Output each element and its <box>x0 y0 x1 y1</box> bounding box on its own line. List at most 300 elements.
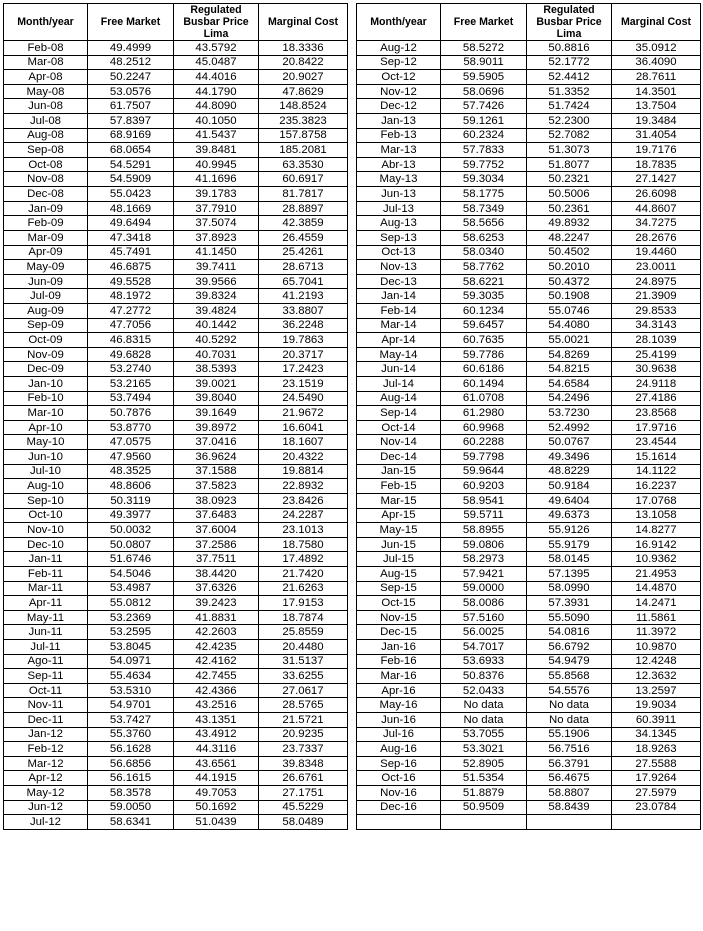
cell-free-market: 47.9560 <box>88 450 174 465</box>
cell-marginal-cost: 19.8814 <box>259 464 348 479</box>
cell-regulated-busbar-price: 37.1588 <box>174 464 259 479</box>
cell-marginal-cost: 24.9118 <box>612 377 701 392</box>
table-row <box>4 713 348 728</box>
cell-month-year: Feb-15 <box>357 479 441 494</box>
cell-free-market: 54.0971 <box>88 654 174 669</box>
cell-marginal-cost: 14.8277 <box>612 523 701 538</box>
cell-month-year: Jan-10 <box>4 377 88 392</box>
table-row <box>357 435 701 450</box>
cell-regulated-busbar-price: 37.5074 <box>174 216 259 231</box>
cell-regulated-busbar-price: 51.8077 <box>527 157 612 172</box>
cell-free-market: 58.5656 <box>441 216 527 231</box>
cell-free-market: 60.7635 <box>441 333 527 348</box>
cell-month-year: Oct-16 <box>357 771 441 786</box>
cell-month-year: May-12 <box>4 786 88 801</box>
cell-regulated-busbar-price: 42.7455 <box>174 669 259 684</box>
cell-free-market: 50.0032 <box>88 523 174 538</box>
cell-free-market: 68.0654 <box>88 143 174 158</box>
cell-month-year: Jun-13 <box>357 187 441 202</box>
table-row <box>4 771 348 786</box>
table-row <box>357 172 701 187</box>
cell-regulated-busbar-price: 56.7516 <box>527 742 612 757</box>
cell-free-market: 53.0576 <box>88 84 174 99</box>
cell-month-year: Aug-09 <box>4 303 88 318</box>
table-row <box>357 333 701 348</box>
cell-marginal-cost: 23.1519 <box>259 377 348 392</box>
cell-month-year: Nov-10 <box>4 523 88 538</box>
cell-free-market: 48.1972 <box>88 289 174 304</box>
cell-marginal-cost: 13.1058 <box>612 508 701 523</box>
cell-marginal-cost: 25.8559 <box>259 625 348 640</box>
cell-regulated-busbar-price: 39.8040 <box>174 391 259 406</box>
cell-free-market: 60.9968 <box>441 420 527 435</box>
cell-marginal-cost: 23.7337 <box>259 742 348 757</box>
table-row <box>4 698 348 713</box>
table-row <box>357 523 701 538</box>
cell-free-market: 53.8045 <box>88 639 174 654</box>
cell-free-market: 53.2165 <box>88 377 174 392</box>
cell-regulated-busbar-price: 49.7053 <box>174 786 259 801</box>
cell-regulated-busbar-price: 44.1790 <box>174 84 259 99</box>
table-row <box>357 713 701 728</box>
header-month-year: Month/year <box>4 4 88 41</box>
table-row <box>357 698 701 713</box>
cell-regulated-busbar-price: 38.4420 <box>174 566 259 581</box>
table-row <box>357 143 701 158</box>
cell-regulated-busbar-price: 45.0487 <box>174 55 259 70</box>
table-row <box>357 479 701 494</box>
cell-free-market: 57.7426 <box>441 99 527 114</box>
cell-regulated-busbar-price: 54.6584 <box>527 377 612 392</box>
cell-free-market: 55.3760 <box>88 727 174 742</box>
cell-regulated-busbar-price: 39.1783 <box>174 187 259 202</box>
cell-regulated-busbar-price: 37.6004 <box>174 523 259 538</box>
table-row <box>4 420 348 435</box>
cell-regulated-busbar-price <box>527 815 612 830</box>
cell-marginal-cost: 36.4090 <box>612 55 701 70</box>
cell-free-market: 55.4634 <box>88 669 174 684</box>
table-row <box>357 493 701 508</box>
cell-marginal-cost: 23.0011 <box>612 260 701 275</box>
cell-regulated-busbar-price: 54.5576 <box>527 683 612 698</box>
cell-marginal-cost: 19.4460 <box>612 245 701 260</box>
cell-free-market: 54.5909 <box>88 172 174 187</box>
cell-regulated-busbar-price: 40.1442 <box>174 318 259 333</box>
cell-free-market: 57.5160 <box>441 610 527 625</box>
cell-month-year: Apr-09 <box>4 245 88 260</box>
cell-regulated-busbar-price: 43.4912 <box>174 727 259 742</box>
cell-marginal-cost: 17.9153 <box>259 596 348 611</box>
cell-free-market: 50.9509 <box>441 800 527 815</box>
cell-marginal-cost: 27.4186 <box>612 391 701 406</box>
cell-marginal-cost: 21.3909 <box>612 289 701 304</box>
cell-free-market: 58.5272 <box>441 41 527 56</box>
table-row <box>4 566 348 581</box>
table-row <box>357 552 701 567</box>
cell-marginal-cost: 15.1614 <box>612 450 701 465</box>
cell-month-year: May-13 <box>357 172 441 187</box>
cell-regulated-busbar-price: 54.2496 <box>527 391 612 406</box>
cell-regulated-busbar-price: 55.1906 <box>527 727 612 742</box>
cell-marginal-cost: 185.2081 <box>259 143 348 158</box>
cell-month-year: Feb-16 <box>357 654 441 669</box>
cell-regulated-busbar-price: 53.7230 <box>527 406 612 421</box>
cell-regulated-busbar-price: 49.8932 <box>527 216 612 231</box>
cell-regulated-busbar-price: 43.2516 <box>174 698 259 713</box>
table-row <box>357 128 701 143</box>
cell-marginal-cost: 42.3859 <box>259 216 348 231</box>
cell-marginal-cost: 25.4199 <box>612 347 701 362</box>
cell-marginal-cost: 16.2237 <box>612 479 701 494</box>
cell-month-year: Jun-12 <box>4 800 88 815</box>
cell-month-year: Aug-10 <box>4 479 88 494</box>
cell-free-market: 51.8879 <box>441 786 527 801</box>
header-month-year: Month/year <box>357 4 441 41</box>
cell-regulated-busbar-price: 54.8215 <box>527 362 612 377</box>
cell-free-market: 47.3418 <box>88 230 174 245</box>
cell-month-year: Feb-13 <box>357 128 441 143</box>
cell-regulated-busbar-price: 57.3931 <box>527 596 612 611</box>
cell-month-year: Feb-11 <box>4 566 88 581</box>
table-row <box>4 479 348 494</box>
cell-free-market: 48.8606 <box>88 479 174 494</box>
cell-month-year: Jul-12 <box>4 815 88 830</box>
cell-month-year: Apr-10 <box>4 420 88 435</box>
table-row <box>357 771 701 786</box>
cell-marginal-cost: 26.6098 <box>612 187 701 202</box>
table-row <box>357 303 701 318</box>
table-row <box>357 639 701 654</box>
header-row <box>357 4 701 41</box>
cell-free-market: 53.7055 <box>441 727 527 742</box>
cell-regulated-busbar-price: 37.2586 <box>174 537 259 552</box>
cell-month-year: Jan-11 <box>4 552 88 567</box>
cell-marginal-cost: 30.9638 <box>612 362 701 377</box>
header-free-market: Free Market <box>441 4 527 41</box>
cell-marginal-cost: 20.9235 <box>259 727 348 742</box>
cell-month-year: Feb-14 <box>357 303 441 318</box>
cell-month-year: Nov-16 <box>357 786 441 801</box>
cell-regulated-busbar-price: 48.2247 <box>527 230 612 245</box>
cell-free-market: 58.8955 <box>441 523 527 538</box>
cell-free-market: 58.2973 <box>441 552 527 567</box>
cell-marginal-cost: 21.9672 <box>259 406 348 421</box>
cell-free-market: 49.5528 <box>88 274 174 289</box>
cell-month-year: Jun-10 <box>4 450 88 465</box>
cell-marginal-cost: 60.3911 <box>612 713 701 728</box>
cell-marginal-cost: 28.8897 <box>259 201 348 216</box>
cell-free-market: 49.6494 <box>88 216 174 231</box>
table-row <box>357 216 701 231</box>
table-row <box>357 318 701 333</box>
cell-free-market: 56.0025 <box>441 625 527 640</box>
cell-free-market: 59.1261 <box>441 114 527 129</box>
cell-marginal-cost: 17.9264 <box>612 771 701 786</box>
table-row <box>4 347 348 362</box>
cell-marginal-cost: 19.3484 <box>612 114 701 129</box>
cell-month-year: Nov-09 <box>4 347 88 362</box>
cell-marginal-cost: 24.5490 <box>259 391 348 406</box>
cell-free-market: 58.9541 <box>441 493 527 508</box>
table-row <box>357 464 701 479</box>
cell-marginal-cost: 20.4480 <box>259 639 348 654</box>
cell-free-market: 47.7056 <box>88 318 174 333</box>
cell-month-year: Oct-08 <box>4 157 88 172</box>
cell-month-year: Dec-09 <box>4 362 88 377</box>
cell-free-market: 59.7798 <box>441 450 527 465</box>
table-row <box>357 669 701 684</box>
table-row <box>357 99 701 114</box>
table-row <box>4 800 348 815</box>
cell-month-year: Mar-08 <box>4 55 88 70</box>
table-row <box>4 610 348 625</box>
cell-marginal-cost: 18.7874 <box>259 610 348 625</box>
table-row <box>4 157 348 172</box>
cell-regulated-busbar-price: 51.3352 <box>527 84 612 99</box>
cell-marginal-cost: 23.1013 <box>259 523 348 538</box>
table-row <box>4 464 348 479</box>
cell-marginal-cost: 23.4544 <box>612 435 701 450</box>
cell-marginal-cost: 27.5588 <box>612 756 701 771</box>
table-row <box>357 683 701 698</box>
cell-month-year: Oct-12 <box>357 70 441 85</box>
table-row <box>357 377 701 392</box>
cell-month-year: Aug-14 <box>357 391 441 406</box>
cell-regulated-busbar-price: No data <box>527 713 612 728</box>
cell-marginal-cost: 36.2248 <box>259 318 348 333</box>
cell-marginal-cost: 12.4248 <box>612 654 701 669</box>
cell-free-market: 53.2740 <box>88 362 174 377</box>
header-marginal-cost: Marginal Cost <box>612 4 701 41</box>
cell-month-year: May-16 <box>357 698 441 713</box>
cell-regulated-busbar-price: 39.8972 <box>174 420 259 435</box>
table-row <box>357 581 701 596</box>
table-row <box>357 289 701 304</box>
table-row <box>4 639 348 654</box>
table-row <box>357 508 701 523</box>
cell-free-market: 55.0423 <box>88 187 174 202</box>
table-row <box>357 742 701 757</box>
cell-month-year: Jan-12 <box>4 727 88 742</box>
table-row <box>4 172 348 187</box>
cell-marginal-cost: 17.4892 <box>259 552 348 567</box>
table-row <box>357 70 701 85</box>
cell-marginal-cost: 31.5137 <box>259 654 348 669</box>
cell-month-year: Aug-15 <box>357 566 441 581</box>
cell-regulated-busbar-price: 41.5437 <box>174 128 259 143</box>
table-row <box>4 201 348 216</box>
cell-free-market: 59.9644 <box>441 464 527 479</box>
cell-regulated-busbar-price: 42.4162 <box>174 654 259 669</box>
table-row <box>4 742 348 757</box>
cell-marginal-cost: 65.7041 <box>259 274 348 289</box>
cell-marginal-cost: 34.7275 <box>612 216 701 231</box>
cell-regulated-busbar-price: 37.8923 <box>174 230 259 245</box>
cell-marginal-cost <box>612 815 701 830</box>
cell-month-year: Dec-12 <box>357 99 441 114</box>
cell-free-market: 55.0812 <box>88 596 174 611</box>
cell-regulated-busbar-price: 55.8568 <box>527 669 612 684</box>
table-row <box>4 508 348 523</box>
cell-marginal-cost: 17.0768 <box>612 493 701 508</box>
cell-marginal-cost: 60.6917 <box>259 172 348 187</box>
cell-free-market: 54.5291 <box>88 157 174 172</box>
table-row <box>357 537 701 552</box>
cell-month-year: Dec-10 <box>4 537 88 552</box>
cell-regulated-busbar-price: 39.2423 <box>174 596 259 611</box>
cell-free-market: 61.7507 <box>88 99 174 114</box>
cell-month-year: Sep-12 <box>357 55 441 70</box>
cell-regulated-busbar-price: 38.0923 <box>174 493 259 508</box>
cell-month-year: Feb-12 <box>4 742 88 757</box>
cell-marginal-cost: 10.9870 <box>612 639 701 654</box>
cell-free-market: 46.6875 <box>88 260 174 275</box>
cell-month-year: Jul-10 <box>4 464 88 479</box>
cell-regulated-busbar-price: 50.2361 <box>527 201 612 216</box>
header-regulated-busbar-price: Regulated Busbar Price Lima <box>174 4 259 41</box>
cell-regulated-busbar-price: 55.5090 <box>527 610 612 625</box>
table-row <box>4 435 348 450</box>
cell-marginal-cost: 18.7580 <box>259 537 348 552</box>
cell-regulated-busbar-price: 41.1450 <box>174 245 259 260</box>
cell-marginal-cost: 26.4559 <box>259 230 348 245</box>
cell-month-year: Oct-10 <box>4 508 88 523</box>
cell-regulated-busbar-price: 43.6561 <box>174 756 259 771</box>
cell-free-market: 49.6828 <box>88 347 174 362</box>
cell-regulated-busbar-price: 44.3116 <box>174 742 259 757</box>
table-row <box>357 756 701 771</box>
cell-month-year: Mar-09 <box>4 230 88 245</box>
cell-marginal-cost: 23.8568 <box>612 406 701 421</box>
cell-regulated-busbar-price: 58.8807 <box>527 786 612 801</box>
table-row <box>357 274 701 289</box>
table-row <box>357 625 701 640</box>
cell-month-year: Apr-15 <box>357 508 441 523</box>
cell-marginal-cost: 19.7176 <box>612 143 701 158</box>
cell-free-market: 50.2247 <box>88 70 174 85</box>
table-row <box>357 187 701 202</box>
cell-marginal-cost: 21.6263 <box>259 581 348 596</box>
cell-marginal-cost: 63.3530 <box>259 157 348 172</box>
cell-free-market: 58.6221 <box>441 274 527 289</box>
table-row <box>357 362 701 377</box>
table-row <box>357 230 701 245</box>
cell-marginal-cost: 20.3717 <box>259 347 348 362</box>
cell-regulated-busbar-price: 58.0145 <box>527 552 612 567</box>
cell-free-market: 53.8770 <box>88 420 174 435</box>
cell-month-year: Nov-11 <box>4 698 88 713</box>
table-row <box>357 347 701 362</box>
cell-month-year: Jan-16 <box>357 639 441 654</box>
cell-regulated-busbar-price: 49.3496 <box>527 450 612 465</box>
cell-free-market: 60.1234 <box>441 303 527 318</box>
cell-marginal-cost: 47.8629 <box>259 84 348 99</box>
cell-regulated-busbar-price: 55.0021 <box>527 333 612 348</box>
table-row <box>357 786 701 801</box>
cell-free-market: 50.8376 <box>441 669 527 684</box>
cell-marginal-cost: 13.7504 <box>612 99 701 114</box>
cell-regulated-busbar-price: 49.6404 <box>527 493 612 508</box>
table-row <box>4 493 348 508</box>
table-row <box>357 41 701 56</box>
cell-free-market: 58.7349 <box>441 201 527 216</box>
cell-month-year: Mar-13 <box>357 143 441 158</box>
table-row <box>4 523 348 538</box>
cell-free-market: 54.9701 <box>88 698 174 713</box>
table-row <box>357 596 701 611</box>
table-row <box>4 41 348 56</box>
table-row <box>4 596 348 611</box>
cell-regulated-busbar-price: 50.2010 <box>527 260 612 275</box>
header-marginal-cost: Marginal Cost <box>259 4 348 41</box>
cell-free-market: 53.4987 <box>88 581 174 596</box>
cell-marginal-cost: 44.8607 <box>612 201 701 216</box>
cell-regulated-busbar-price: 50.2321 <box>527 172 612 187</box>
cell-month-year: May-10 <box>4 435 88 450</box>
cell-free-market: 45.7491 <box>88 245 174 260</box>
cell-marginal-cost: 23.8426 <box>259 493 348 508</box>
cell-free-market <box>441 815 527 830</box>
table-row <box>4 289 348 304</box>
cell-regulated-busbar-price: 56.4675 <box>527 771 612 786</box>
table-row <box>4 683 348 698</box>
cell-month-year: Dec-14 <box>357 450 441 465</box>
cell-free-market: 58.3578 <box>88 786 174 801</box>
cell-free-market: 59.0806 <box>441 537 527 552</box>
cell-regulated-busbar-price: 37.6326 <box>174 581 259 596</box>
cell-regulated-busbar-price: 39.8324 <box>174 289 259 304</box>
cell-marginal-cost: 24.8975 <box>612 274 701 289</box>
cell-marginal-cost: 16.6041 <box>259 420 348 435</box>
cell-marginal-cost: 24.2287 <box>259 508 348 523</box>
table-row <box>4 143 348 158</box>
cell-month-year: Apr-14 <box>357 333 441 348</box>
cell-free-market: 53.3021 <box>441 742 527 757</box>
cell-marginal-cost: 28.7611 <box>612 70 701 85</box>
table-row <box>4 114 348 129</box>
table-row <box>4 318 348 333</box>
cell-free-market: 59.5711 <box>441 508 527 523</box>
cell-marginal-cost: 35.0912 <box>612 41 701 56</box>
cell-free-market: 49.3977 <box>88 508 174 523</box>
cell-month-year: Jul-09 <box>4 289 88 304</box>
cell-marginal-cost: 20.9027 <box>259 70 348 85</box>
table-row <box>4 450 348 465</box>
cell-regulated-busbar-price: 37.7910 <box>174 201 259 216</box>
cell-free-market: 58.6253 <box>441 230 527 245</box>
cell-regulated-busbar-price: 50.4502 <box>527 245 612 260</box>
cell-free-market: 47.2772 <box>88 303 174 318</box>
cell-free-market: 59.0050 <box>88 800 174 815</box>
table-row <box>4 230 348 245</box>
cell-month-year: Dec-15 <box>357 625 441 640</box>
table-row <box>4 625 348 640</box>
cell-month-year: Sep-15 <box>357 581 441 596</box>
cell-free-market: 48.2512 <box>88 55 174 70</box>
cell-month-year: Aug-12 <box>357 41 441 56</box>
cell-marginal-cost: 157.8758 <box>259 128 348 143</box>
cell-month-year: Nov-15 <box>357 610 441 625</box>
cell-marginal-cost: 18.1607 <box>259 435 348 450</box>
cell-regulated-busbar-price: 44.1915 <box>174 771 259 786</box>
cell-marginal-cost: 27.0617 <box>259 683 348 698</box>
cell-month-year: Mar-11 <box>4 581 88 596</box>
cell-free-market: 58.7762 <box>441 260 527 275</box>
cell-free-market: 46.8315 <box>88 333 174 348</box>
table-row <box>4 552 348 567</box>
table-row <box>357 55 701 70</box>
cell-marginal-cost: 21.7420 <box>259 566 348 581</box>
